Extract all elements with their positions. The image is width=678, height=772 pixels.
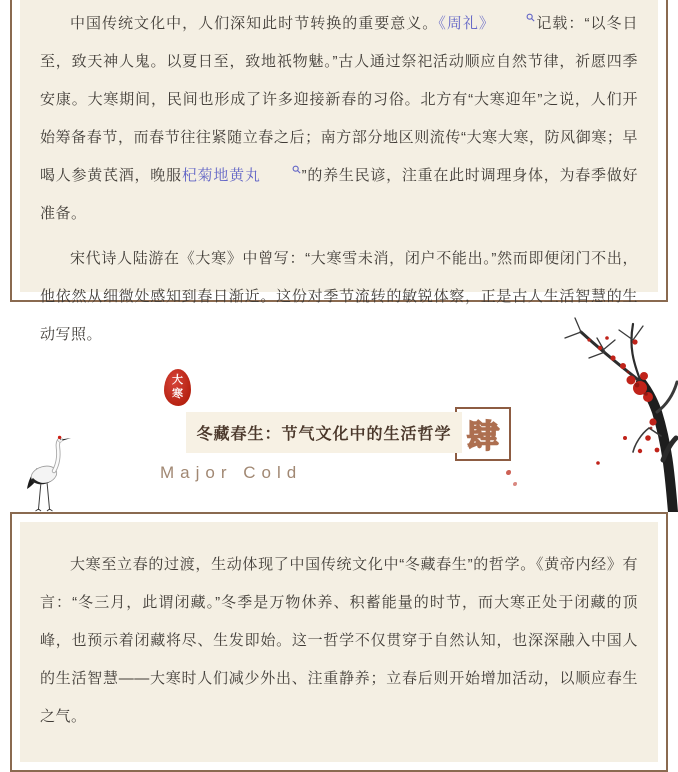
entry-link-qijudihuangwan[interactable]: 杞菊地黄丸: [182, 167, 302, 184]
body-text: 中国传统文化中，人们深知此时节转换的重要意义。: [70, 15, 439, 32]
paragraph: [40, 5, 638, 233]
falling-petal-icon: [506, 470, 511, 475]
section-header: [0, 302, 678, 512]
body-text: 记载：“以冬日至，致天神人鬼。以夏日至，致地祇物魅。”古人通过祭祀活动顺应自然节律，祈愿四季安康。大寒期间，民间也形成了许多迎接新春的习俗。北方有“大寒迎年”之说，人们开始筹备春节，而春节往往紧随立春之后；南方部分地区则流传“大寒大寒，防风御寒；早喝人参黄芪酒，晚服: [40, 15, 638, 184]
philosophy-section-panel: [10, 512, 668, 772]
chapter-number-glyph: 肆: [466, 418, 499, 454]
body-text: 宋代诗人陆游在《大寒》中曾写：“大寒雪未消，闭户不能出。”然而即便闭门不出，他依然从细微处感知到春日渐近。这份对季节流转的敏锐体察，正是古人生活智慧的生动写照。: [40, 250, 638, 343]
intro-section-content: [20, 0, 658, 343]
body-text: ”的养生民谚，注重在此时调理身体，为春季做好准备。: [40, 167, 638, 222]
falling-petal-icon: [513, 482, 517, 486]
section-title: 冬藏春生：节气文化中的生活哲学: [196, 426, 452, 443]
seal-text: 大寒: [172, 373, 183, 400]
paragraph: [40, 546, 638, 736]
search-icon: [262, 165, 301, 176]
intro-section-panel: [10, 0, 668, 343]
dahan-seal-stamp-icon: [164, 369, 191, 406]
chapter-number-box: [455, 407, 511, 461]
crane-illustration-icon: [26, 430, 72, 512]
body-text: 大寒至立春的过渡，生动体现了中国传统文化中“冬藏春生”的哲学。《黄帝内经》有言：“冬三月，此谓闭藏。”冬季是万物休养、积蓄能量的时节，而大寒正处于闭藏的顶峰，也预示着闭藏将尽、生发即始。这一哲学不仅贯穿于自然认知，也深深融入中国人的生活智慧——大寒时人们减少外出、注重静养；立春后则开始增加活动，以顺应春生之气。: [40, 556, 638, 725]
search-icon: [496, 13, 535, 24]
philosophy-section-content: [20, 522, 658, 762]
entry-link-zhouli[interactable]: 《周礼》: [438, 15, 536, 32]
section-title-banner: [186, 412, 462, 453]
plum-blossom-branch-icon: [545, 310, 678, 512]
english-subtitle: Major Cold: [160, 463, 303, 482]
